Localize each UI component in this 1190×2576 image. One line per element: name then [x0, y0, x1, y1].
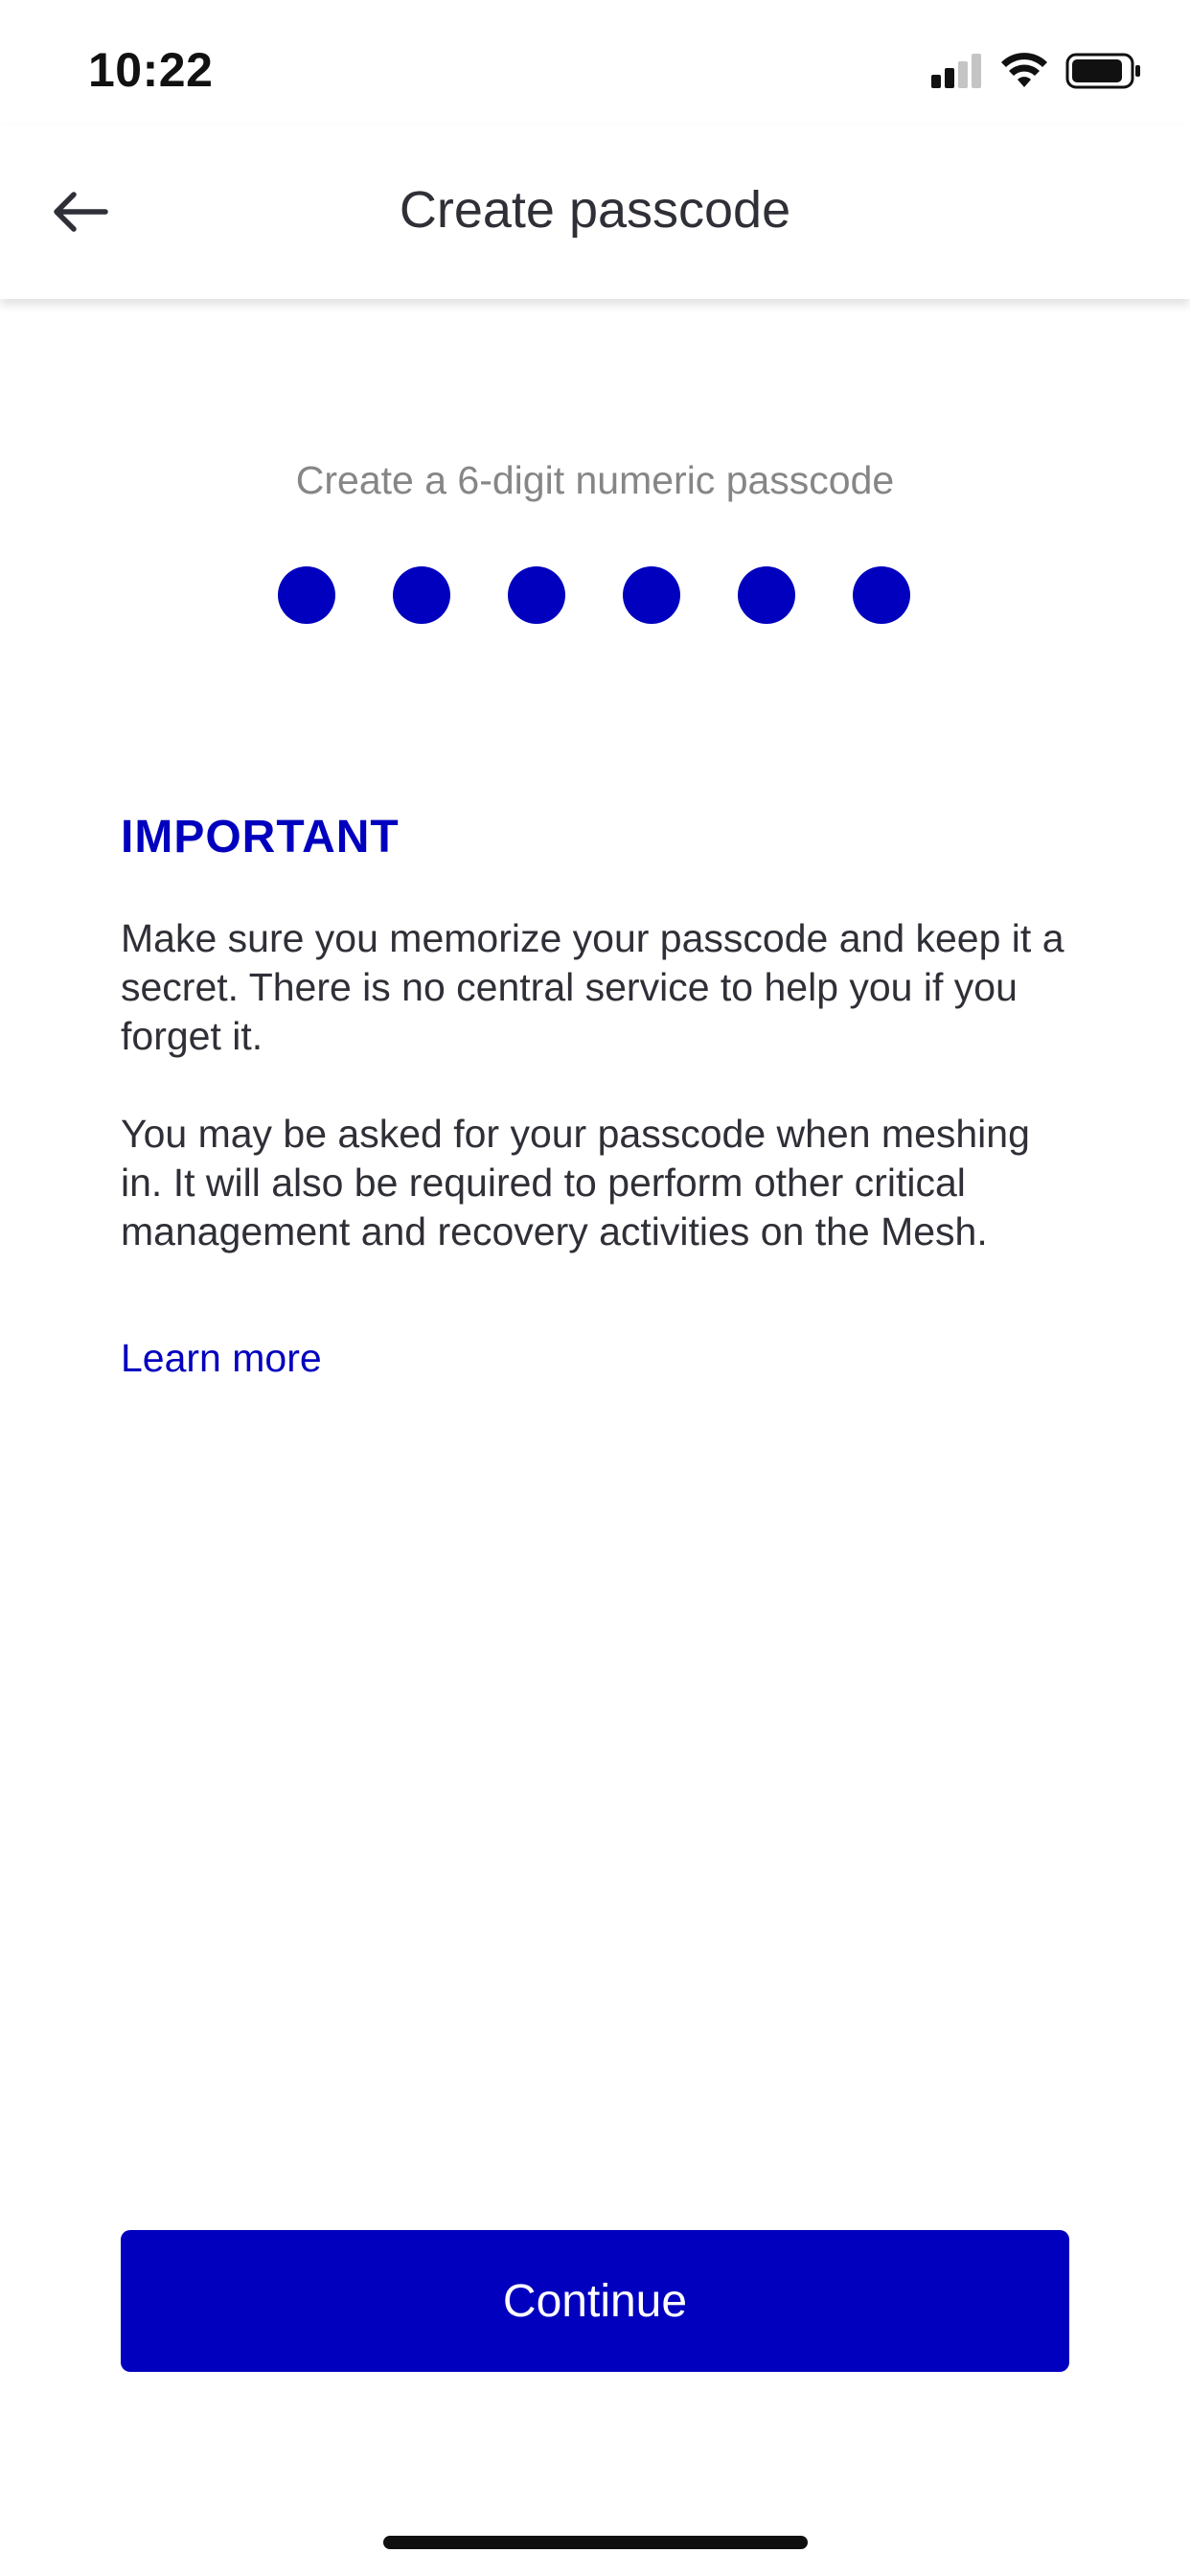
home-indicator	[383, 2536, 808, 2549]
notice-paragraph-2: You may be asked for your passcode when meshing in. It will also be required to perform other critical management and recovery activities on the Mesh.	[121, 1112, 1030, 1254]
status-icons	[931, 52, 1142, 94]
passcode-dot	[853, 566, 910, 624]
passcode-dot	[278, 566, 335, 624]
app-header	[0, 125, 1190, 299]
passcode-dot	[623, 566, 680, 624]
cellular-signal-icon	[931, 54, 983, 93]
notice-paragraph-1: Make sure you memorize your passcode and keep it a secret. There is no central service to help you if you forget it.	[121, 916, 1064, 1058]
battery-icon	[1065, 52, 1142, 95]
continue-button[interactable]: Continue	[121, 2230, 1069, 2372]
passcode-dot	[508, 566, 565, 624]
passcode-dot	[738, 566, 795, 624]
passcode-instruction: Create a 6-digit numeric passcode	[295, 458, 895, 502]
status-time: 10:22	[88, 43, 214, 97]
page-title: Create passcode	[399, 181, 791, 239]
learn-more-link[interactable]: Learn more	[121, 1336, 322, 1380]
wifi-icon	[1000, 53, 1048, 94]
important-heading: IMPORTANT	[121, 812, 400, 862]
status-bar	[0, 0, 1190, 125]
passcode-dots[interactable]	[278, 566, 910, 624]
passcode-dot	[393, 566, 450, 624]
